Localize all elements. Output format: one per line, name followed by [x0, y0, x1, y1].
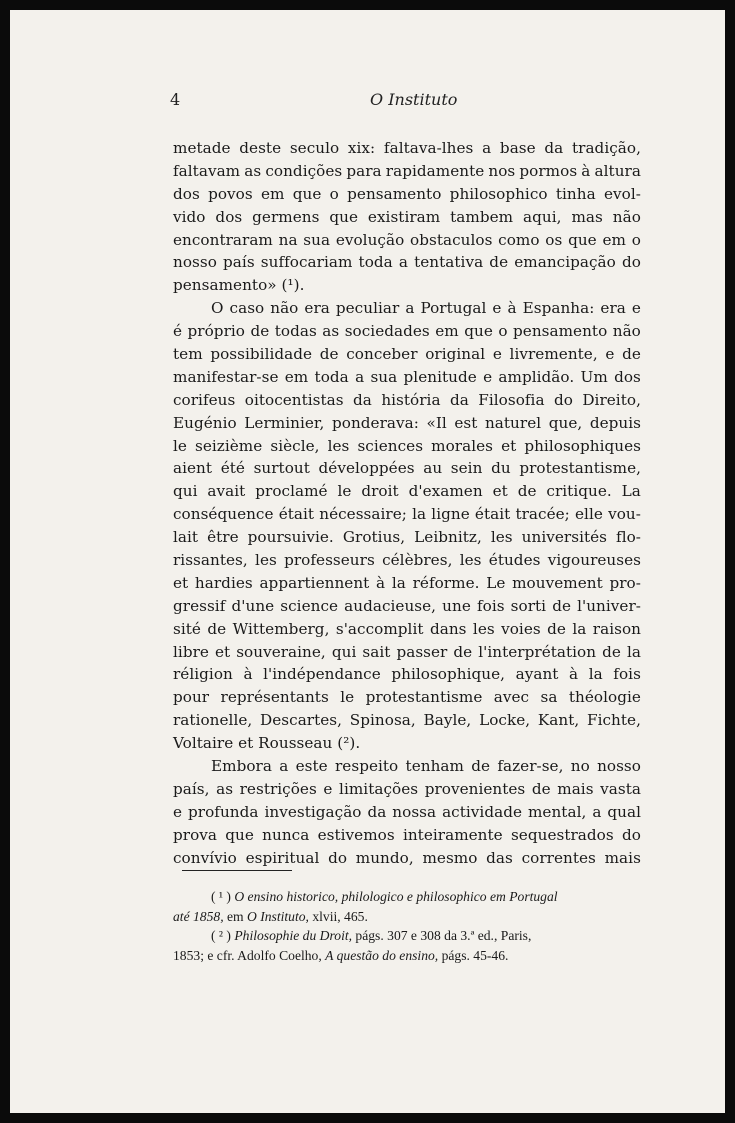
footnote-1-line-1: [173, 887, 643, 907]
text-line: libre et souveraine, qui sait passer de l'interprétation de la: [173, 642, 641, 661]
footnote-2-title: Philosophie du Droit,: [234, 928, 353, 943]
text-line: Voltaire et Rousseau (²).: [173, 734, 361, 753]
text-line: qui avait proclamé le droit d'examen et de critique. La: [173, 482, 641, 501]
text-line: aient été surtout développées au sein du protestantisme,: [173, 459, 641, 478]
footnote-1-line-2: [173, 907, 643, 927]
text-line: gressif d'une science audacieuse, une fois sorti de l'univer-: [173, 596, 641, 615]
footnote-1-marker: ( ¹ ): [211, 889, 231, 904]
book-page: [10, 10, 725, 1113]
footnote-1-ref: xlvii, 465.: [308, 908, 368, 924]
text-line: convívio espiritual do mundo, mesmo das correntes mais: [173, 848, 641, 867]
text-line: le seizième siècle, les sciences morales et philosophiques: [173, 436, 641, 455]
footnote-2-line-2a: 1853; e cfr. Adolfo Coelho,: [173, 947, 326, 963]
text-line: país, as restrições e limitações provenientes de mais vasta: [173, 779, 641, 798]
main-text: [173, 137, 641, 870]
footnote-divider: [182, 870, 292, 871]
text-line: encontraram na sua evolução obstaculos como os que em o: [173, 230, 641, 249]
footnote-1-title-cont: até 1858,: [173, 908, 224, 924]
text-line: rissantes, les professeurs célèbres, les études vigoureuses: [173, 551, 641, 570]
text-line: conséquence était nécessaire; la ligne était tracée; elle vou-: [173, 505, 641, 524]
footnote-2-line-2b: págs. 45-46.: [438, 947, 509, 963]
text-line: nosso país suffocariam toda a tentativa de emancipação do: [173, 253, 641, 272]
text-line: prova que nunca estivemos inteiramente sequestrados do: [173, 825, 641, 844]
footnote-1-rest: em: [223, 908, 247, 924]
text-line: et hardies appartiennent à la réforme. Le mouvement pro-: [173, 573, 641, 592]
text-line: Eugénio Lerminier, ponderava: «Il est naturel que, depuis: [173, 413, 641, 432]
text-line: O caso não era peculiar a Portugal e à Espanha: era e: [211, 299, 641, 318]
footnotes: [173, 887, 643, 965]
text-line: dos povos em que o pensamento philosophico tinha evol-: [173, 184, 641, 203]
text-line: vido dos germens que existiram tambem aqui, mas não: [173, 207, 641, 226]
text-line: rationelle, Descartes, Spinosa, Bayle, Locke, Kant, Fichte,: [173, 711, 641, 730]
running-title: O Instituto: [370, 90, 458, 109]
page-header: [170, 90, 590, 114]
footnote-2-rest: págs. 307 e 308 da 3.ª ed., Paris,: [352, 928, 532, 943]
text-line: corifeus oitocentistas da história da Filosofia do Direito,: [173, 390, 641, 409]
text-line: manifestar-se em toda a sua plenitude e amplidão. Um dos: [173, 367, 641, 386]
footnote-1-journal: O Instituto,: [247, 908, 309, 924]
text-line: réligion à l'indépendance philosophique, ayant à la fois: [173, 665, 641, 684]
text-line: metade deste seculo xix: faltava-lhes a base da tradição,: [173, 139, 641, 157]
footnote-2-work: A questão do ensino,: [325, 947, 439, 963]
text-line: tem possibilidade de conceber original e livremente, e de: [173, 345, 641, 364]
page-number: 4: [170, 90, 181, 109]
text-line: faltavam as condições para rapidamente nos pormos à altura: [173, 161, 641, 180]
text-line: Embora a este respeito tenham de fazer-se, no nosso: [211, 757, 641, 776]
text-line: e profunda investigação da nossa actividade mental, a qual: [173, 802, 641, 821]
text-line: lait être poursuivie. Grotius, Leibnitz, les universités flo-: [173, 528, 641, 547]
footnote-1-title: O ensino historico, philologico e philosophico em Portugal: [234, 889, 558, 904]
text-line: pensamento» (¹).: [173, 276, 305, 295]
footnote-2-marker: ( ² ): [211, 928, 231, 943]
footnote-2-line-1: [173, 926, 643, 946]
text-line: é próprio de todas as sociedades em que o pensamento não: [173, 322, 641, 341]
footnote-2-line-2: [173, 946, 643, 966]
text-line: sité de Wittemberg, s'accomplit dans les voies de la raison: [173, 619, 641, 638]
text-line: pour représentants le protestantisme avec sa théologie: [173, 688, 641, 707]
